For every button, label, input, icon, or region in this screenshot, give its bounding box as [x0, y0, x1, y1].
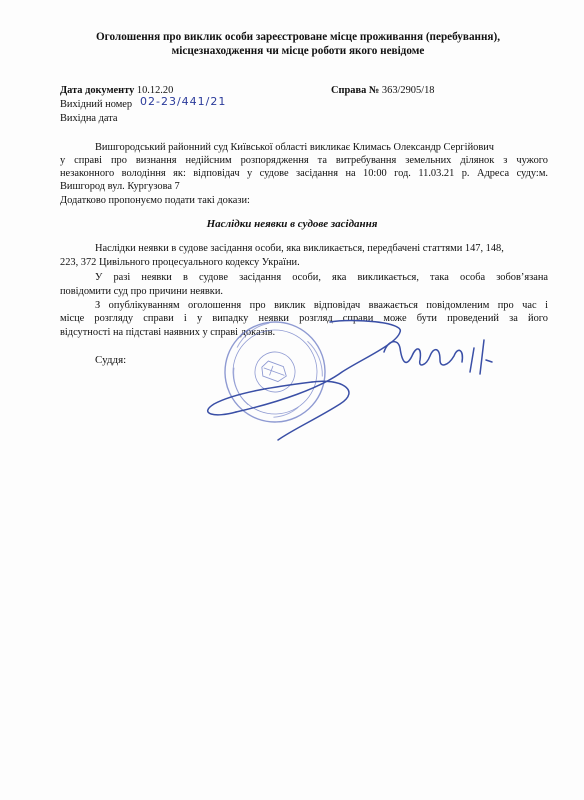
- case-number-value: 363/2905/18: [381, 85, 435, 96]
- section-title-consequences: Наслідки неявки в судове засідання: [206, 218, 378, 230]
- document-title-line-2: місцезнаходження чи місце роботи якого невідоме: [171, 45, 425, 57]
- paragraph-summons-line-1: Вишгородський районний суд Київської області викликає Климась Олександр Сергійович: [95, 142, 495, 153]
- court-stamp: [211, 308, 339, 436]
- outgoing-number-handwritten: 02-23/441/21: [140, 95, 227, 108]
- paragraph-consequences-line-1: Наслідки неявки в судове засідання особи, яка викликається, передбачені статтями 147, 148,: [95, 243, 504, 254]
- doc-date-label: Дата документу: [60, 85, 135, 96]
- outgoing-number-label: Вихідний номер: [60, 99, 133, 110]
- outgoing-date-label: Вихідна дата: [60, 113, 118, 124]
- judge-label: Суддя:: [95, 354, 127, 366]
- paragraph-absence-line-2: повідомити суд про причини неявки.: [60, 286, 224, 297]
- doc-date-value: 10.12.20: [136, 85, 174, 96]
- document-title-line-1: Оголошення про виклик особи зареєстроване місце проживання (перебування),: [95, 31, 501, 43]
- paragraph-absence-line-1: У разі неявки в судове засідання особи, яка викликається, така особа зобов’язана: [95, 272, 548, 283]
- paragraph-consequences-line-2: 223, 372 Цивільного процесуального кодексу України.: [60, 257, 300, 268]
- paragraph-notice-line-2: місце розгляду справи і у випадку неявки розгляд справи може бути проведений за його: [60, 313, 548, 324]
- paragraph-notice-line-1: З опублікуванням оголошення про виклик відповідач вважається повідомленим про час і: [95, 300, 548, 311]
- paragraph-summons-line-3: незаконного володіння як: відповідач у судове засідання на 10:00 год. 11.03.21 р. Адреса суду:м.: [60, 168, 548, 179]
- case-number-label: Справа №: [331, 85, 380, 96]
- paragraph-summons-line-2: у справі про визнання недійсним розпорядження та витребування земельних ділянок з чужого: [60, 155, 548, 166]
- evidence-request-text: Додатково пропонуємо подати такі докази:: [60, 195, 250, 206]
- paragraph-notice-line-3: відсутності на підставі наявних у справі доказів.: [60, 327, 276, 338]
- paragraph-summons-line-4: Вишгород вул. Кургузова 7: [60, 181, 180, 192]
